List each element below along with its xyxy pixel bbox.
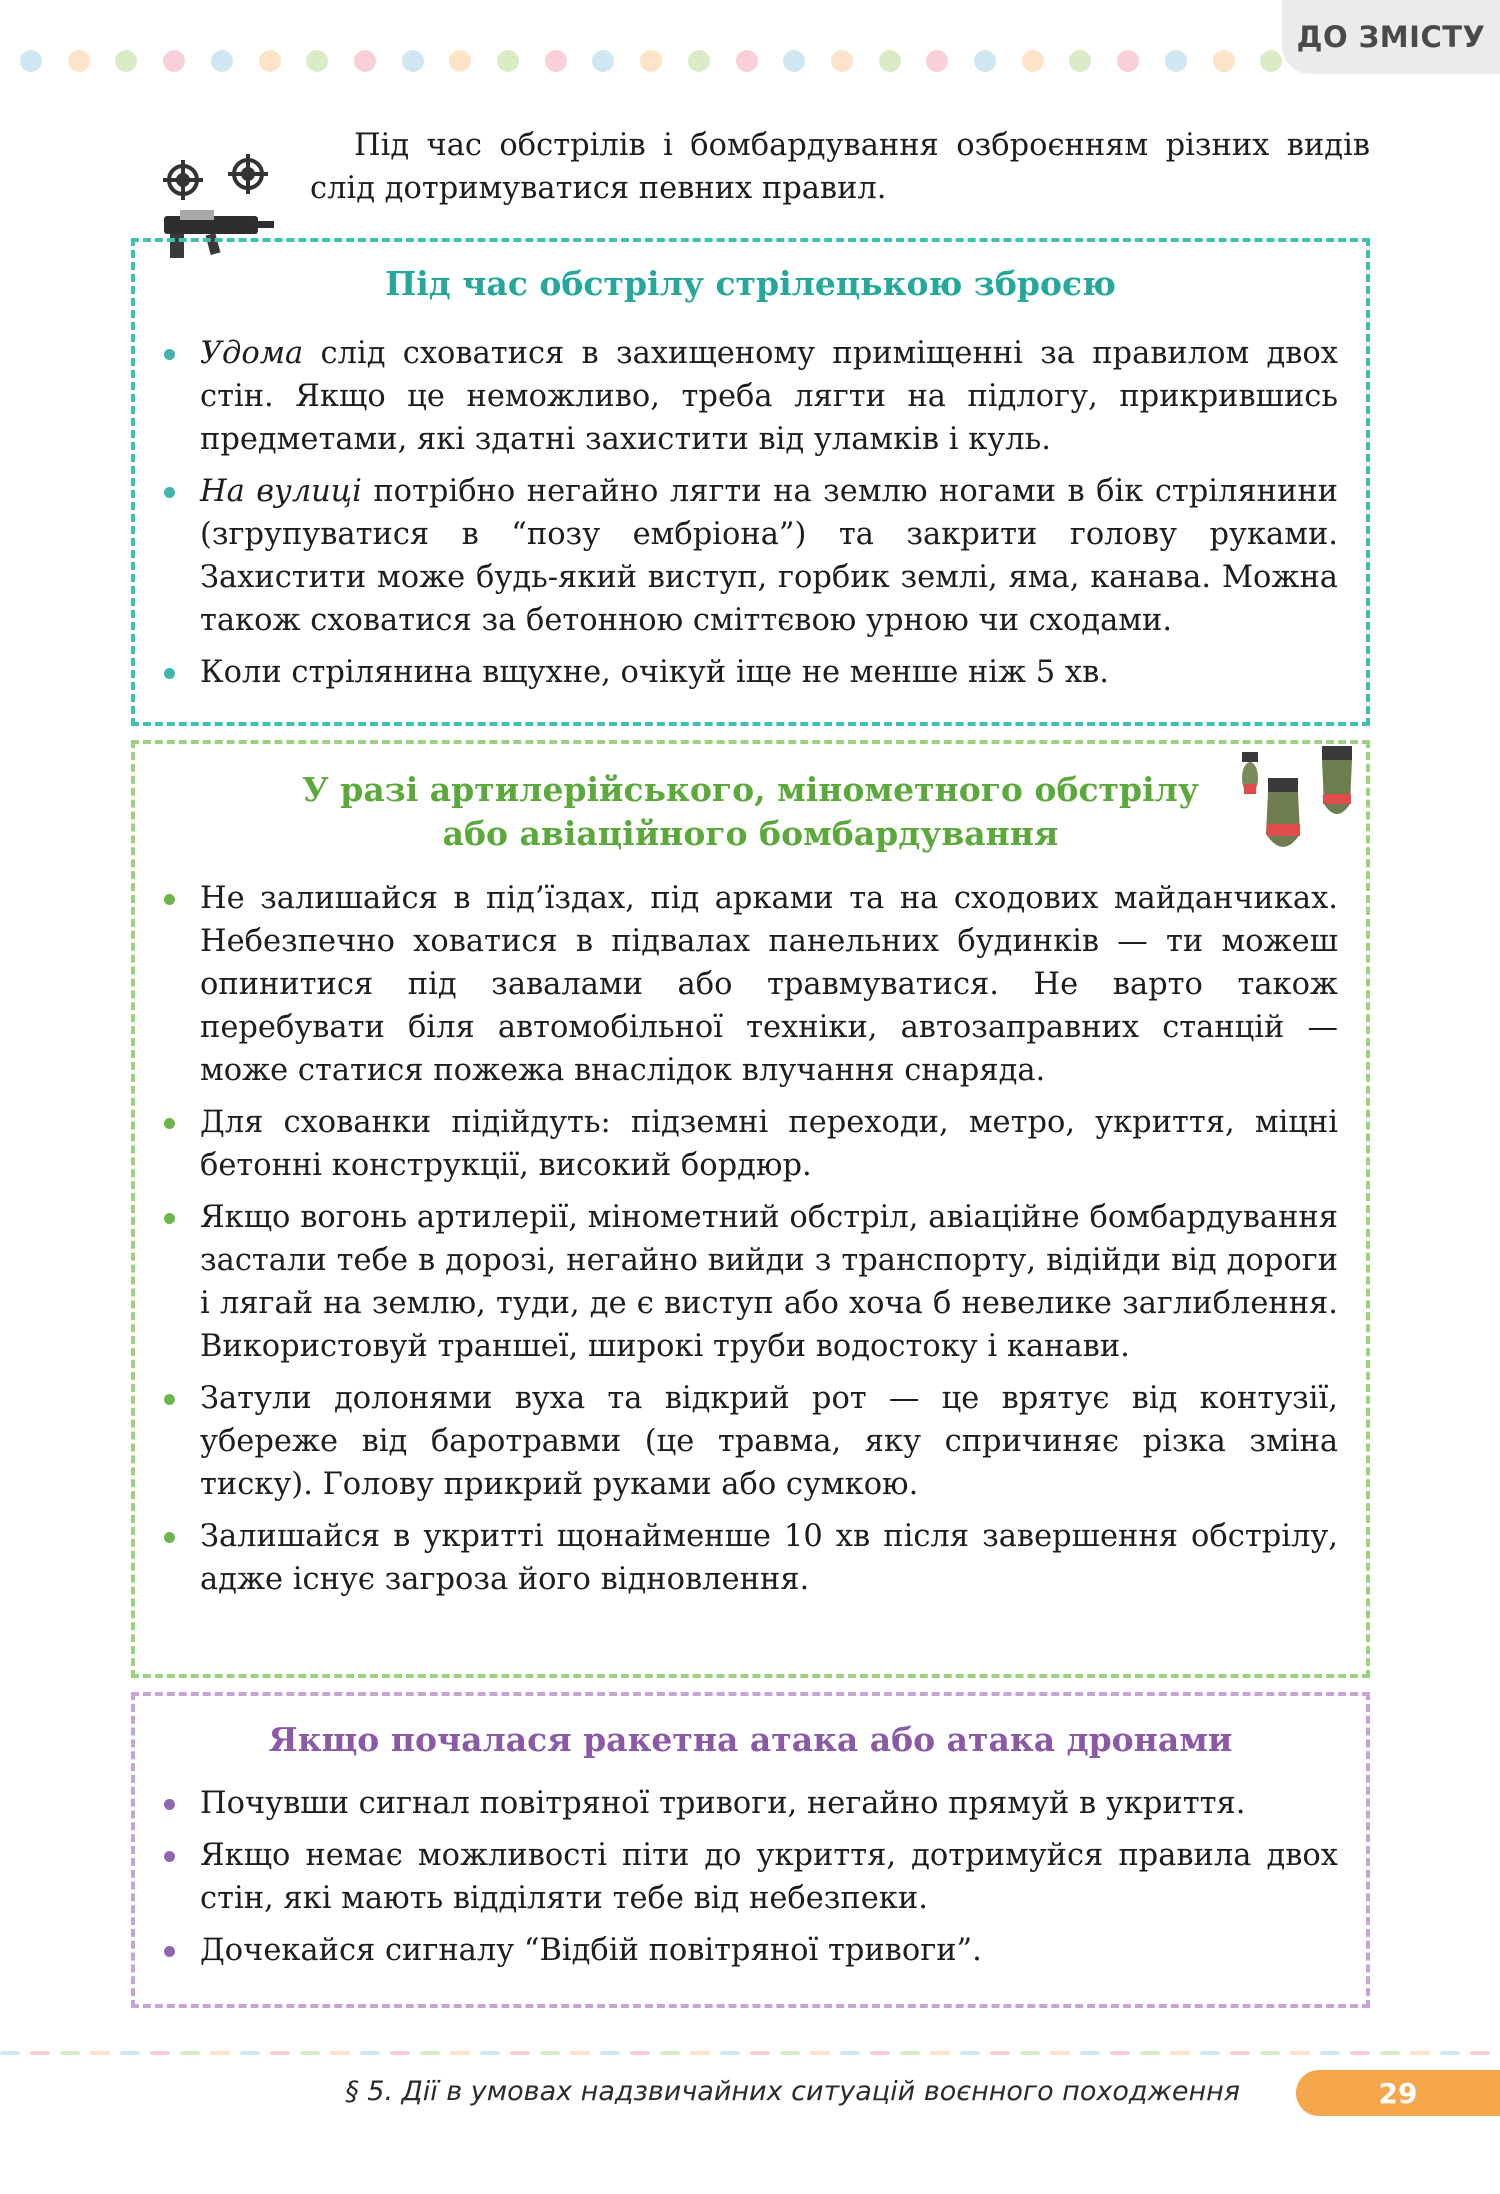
footer-dash <box>810 2051 830 2055</box>
decorative-dot <box>211 50 233 72</box>
bullet-icon <box>164 894 175 905</box>
footer-dash <box>870 2051 890 2055</box>
bullet-icon <box>164 487 175 498</box>
footer-dash <box>60 2051 80 2055</box>
decorative-dot <box>736 50 758 72</box>
footer-dash <box>1290 2051 1310 2055</box>
footer-dash <box>1320 2051 1340 2055</box>
decorative-dot <box>1069 50 1091 72</box>
decorative-dot <box>1213 50 1235 72</box>
footer-dash <box>180 2051 200 2055</box>
decorative-dot <box>879 50 901 72</box>
chapter-title: § 5. Дії в умовах надзвичайних ситуацій воєнного походження <box>345 2076 1240 2107</box>
list-item: Не залишайся в під’їздах, під арками та на сходових майданчиках. Небезпечно ховатися в підвалах панельних будинків — ти можеш опинитися під завалами або травмуватися. Не варто також перебувати біля автомобільної техніки, автозаправних станцій — може статися пожежа внаслідок влучання снаряда. <box>135 877 1366 1092</box>
footer-dash <box>120 2051 140 2055</box>
footer-dash <box>720 2051 740 2055</box>
footer-dash <box>630 2051 650 2055</box>
bullet-icon <box>164 1851 175 1862</box>
decorative-dot <box>68 50 90 72</box>
footer-dash <box>450 2051 470 2055</box>
bullet-icon <box>164 668 175 679</box>
bullet-icon <box>164 1394 175 1405</box>
rules-list <box>135 1782 1366 1981</box>
decorative-dot <box>783 50 805 72</box>
bullet-icon <box>164 349 175 360</box>
footer-dash <box>840 2051 860 2055</box>
decorative-dot <box>831 50 853 72</box>
list-item: Затули долонями вуха та відкрий рот — це врятує від контузії, убереже від баротравми (це травма, яку спричиняє різка зміна тиску). Голову прикрий руками або сумкою. <box>135 1377 1366 1506</box>
decorative-dot <box>592 50 614 72</box>
decorative-dot <box>306 50 328 72</box>
footer-dash <box>1020 2051 1040 2055</box>
decorative-dot <box>259 50 281 72</box>
footer-dash <box>240 2051 260 2055</box>
decorative-dot <box>545 50 567 72</box>
footer-dash <box>1230 2051 1250 2055</box>
list-item: Удома слід сховатися в захищеному приміщенні за правилом двох стін. Якщо це неможливо, треба лягти на підлогу, прикрившись предметами, які здатні захистити від уламків і куль. <box>135 332 1366 461</box>
table-of-contents-button[interactable] <box>1282 0 1500 74</box>
footer-dash <box>1140 2051 1160 2055</box>
footer-dash <box>1110 2051 1130 2055</box>
footer-divider <box>0 2050 1500 2056</box>
footer-dash <box>420 2051 440 2055</box>
small-arms-fire-section <box>131 238 1370 726</box>
list-item: Коли стрілянина вщухне, очікуй іще не менше ніж 5 хв. <box>135 651 1366 694</box>
footer-dash <box>780 2051 800 2055</box>
decorative-dot <box>449 50 471 72</box>
footer-dash <box>750 2051 770 2055</box>
rules-list <box>135 332 1366 703</box>
footer-dash <box>510 2051 530 2055</box>
decorative-dot <box>974 50 996 72</box>
bullet-icon <box>164 1213 175 1224</box>
bullet-icon <box>164 1799 175 1810</box>
footer-dash <box>600 2051 620 2055</box>
footer-dash <box>990 2051 1010 2055</box>
artillery-bombardment-section <box>131 740 1370 1678</box>
footer-dash <box>1260 2051 1280 2055</box>
decorative-dot <box>115 50 137 72</box>
decorative-dot <box>1117 50 1139 72</box>
footer-dash <box>1050 2051 1070 2055</box>
bullet-icon <box>164 1946 175 1957</box>
footer-dash <box>900 2051 920 2055</box>
footer-dash <box>0 2051 20 2055</box>
decorative-dot <box>402 50 424 72</box>
decorative-dot <box>926 50 948 72</box>
footer-dash <box>690 2051 710 2055</box>
list-item: Дочекайся сигналу “Відбій повітряної тривоги”. <box>135 1929 1366 1972</box>
page-number: 29 <box>1296 2070 1500 2116</box>
list-item: На вулиці потрібно негайно лягти на землю ногами в бік стрілянини (згрупуватися в “позу ембріона”) та закрити голову руками. Захистити може будь-який виступ, горбик землі, яма, канава. Можна також сховатися за бетонною сміттєвою урною чи сходами. <box>135 470 1366 642</box>
footer-dash <box>660 2051 680 2055</box>
footer-dash <box>1080 2051 1100 2055</box>
decorative-dot <box>640 50 662 72</box>
decorative-dot <box>1260 50 1282 72</box>
section-title: У разі артилерійського, мінометного обстрілу або авіаційного бомбардування <box>301 770 1199 853</box>
decorative-dot <box>497 50 519 72</box>
footer-dash <box>930 2051 950 2055</box>
list-item: Для схованки підійдуть: підземні переходи, метро, укриття, міцні бетонні конструкції, високий бордюр. <box>135 1101 1366 1187</box>
footer-dash <box>1410 2051 1430 2055</box>
footer-dash <box>300 2051 320 2055</box>
rules-list <box>135 877 1366 1610</box>
footer-dash <box>480 2051 500 2055</box>
list-item: Якщо вогонь артилерії, мінометний обстріл, авіаційне бомбардування застали тебе в дорозі, негайно вийди з транспорту, відійди від дороги і лягай на землю, туди, де є виступ або хоча б невелике заглиблення. Використовуй траншеї, широкі труби водостоку і канави. <box>135 1196 1366 1368</box>
footer-dash <box>270 2051 290 2055</box>
header-dots <box>20 50 1280 74</box>
footer-dash <box>1170 2051 1190 2055</box>
bullet-icon <box>164 1532 175 1543</box>
list-item: Якщо немає можливості піти до укриття, дотримуйся правила двох стін, які мають відділяти тебе від небезпеки. <box>135 1834 1366 1920</box>
footer-dash <box>360 2051 380 2055</box>
footer-dash <box>1470 2051 1490 2055</box>
footer-dash <box>30 2051 50 2055</box>
section-title: Якщо почалася ракетна атака або атака дронами <box>268 1720 1233 1759</box>
footer-dash <box>150 2051 170 2055</box>
decorative-dot <box>163 50 185 72</box>
footer-dash <box>540 2051 560 2055</box>
bombs-icon <box>1238 744 1358 862</box>
footer-dash <box>90 2051 110 2055</box>
footer-dash <box>1440 2051 1460 2055</box>
footer-dash <box>1350 2051 1370 2055</box>
decorative-dot <box>1165 50 1187 72</box>
footer-dash <box>960 2051 980 2055</box>
decorative-dot <box>1022 50 1044 72</box>
toc-label: ДО ЗМІСТУ <box>1296 20 1486 54</box>
footer-dash <box>1380 2051 1400 2055</box>
decorative-dot <box>688 50 710 72</box>
list-item: Залишайся в укритті щонайменше 10 хв після завершення обстрілу, адже існує загроза його відновлення. <box>135 1515 1366 1601</box>
missile-drone-attack-section <box>131 1692 1370 2008</box>
list-item: Почувши сигнал повітряної тривоги, негайно прямуй в укриття. <box>135 1782 1366 1825</box>
bullet-icon <box>164 1118 175 1129</box>
footer-dash <box>1200 2051 1220 2055</box>
footer-dash <box>210 2051 230 2055</box>
section-title: Під час обстрілу стрілецькою зброєю <box>385 264 1116 303</box>
footer-dash <box>570 2051 590 2055</box>
intro-paragraph: Під час обстрілів і бомбардування озброєнням різних видів слід дотримуватися певних правил. <box>310 128 1370 206</box>
footer-dash <box>390 2051 410 2055</box>
footer-dash <box>330 2051 350 2055</box>
decorative-dot <box>354 50 376 72</box>
decorative-dot <box>20 50 42 72</box>
